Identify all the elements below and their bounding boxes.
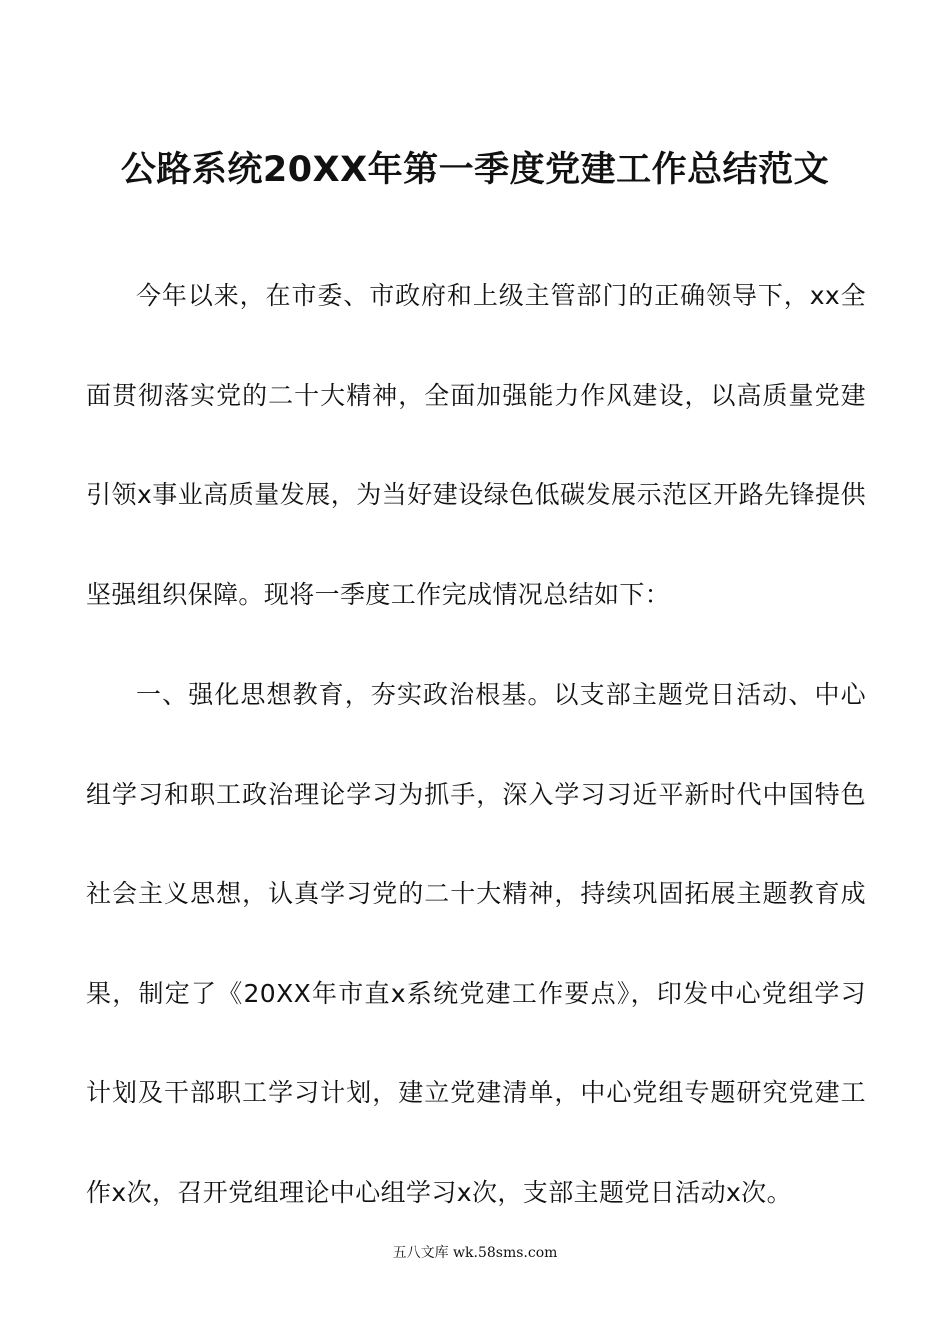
- document-title: 公路系统20XX年第一季度党建工作总结范文: [120, 150, 830, 190]
- paragraph-section-one: 一、强化思想教育，夯实政治根基。以支部主题党日活动、中心组学习和职工政治理论学习为抓手，深入学习习近平新时代中国特色社会主义思想，认真学习党的二十大精神，持续巩固拓展主题教育成果，制定了《20XX年市直x系统党建工作要点》，印发中心党组学习计划及干部职工学习计划，建立党建清单，中心党组专题研究党建工作x次，召开党组理论中心组学习x次，支部主题党日活动x次。: [86, 680, 866, 1207]
- paragraph-intro: 今年以来，在市委、市政府和上级主管部门的正确领导下，xx全面贯彻落实党的二十大精神，全面加强能力作风建设，以高质量党建引领x事业高质量发展，为当好建设绿色低碳发展示范区开路先锋提供坚强组织保障。现将一季度工作完成情况总结如下：: [86, 281, 866, 609]
- footer-watermark: 五八文库 wk.58sms.com: [392, 1245, 558, 1261]
